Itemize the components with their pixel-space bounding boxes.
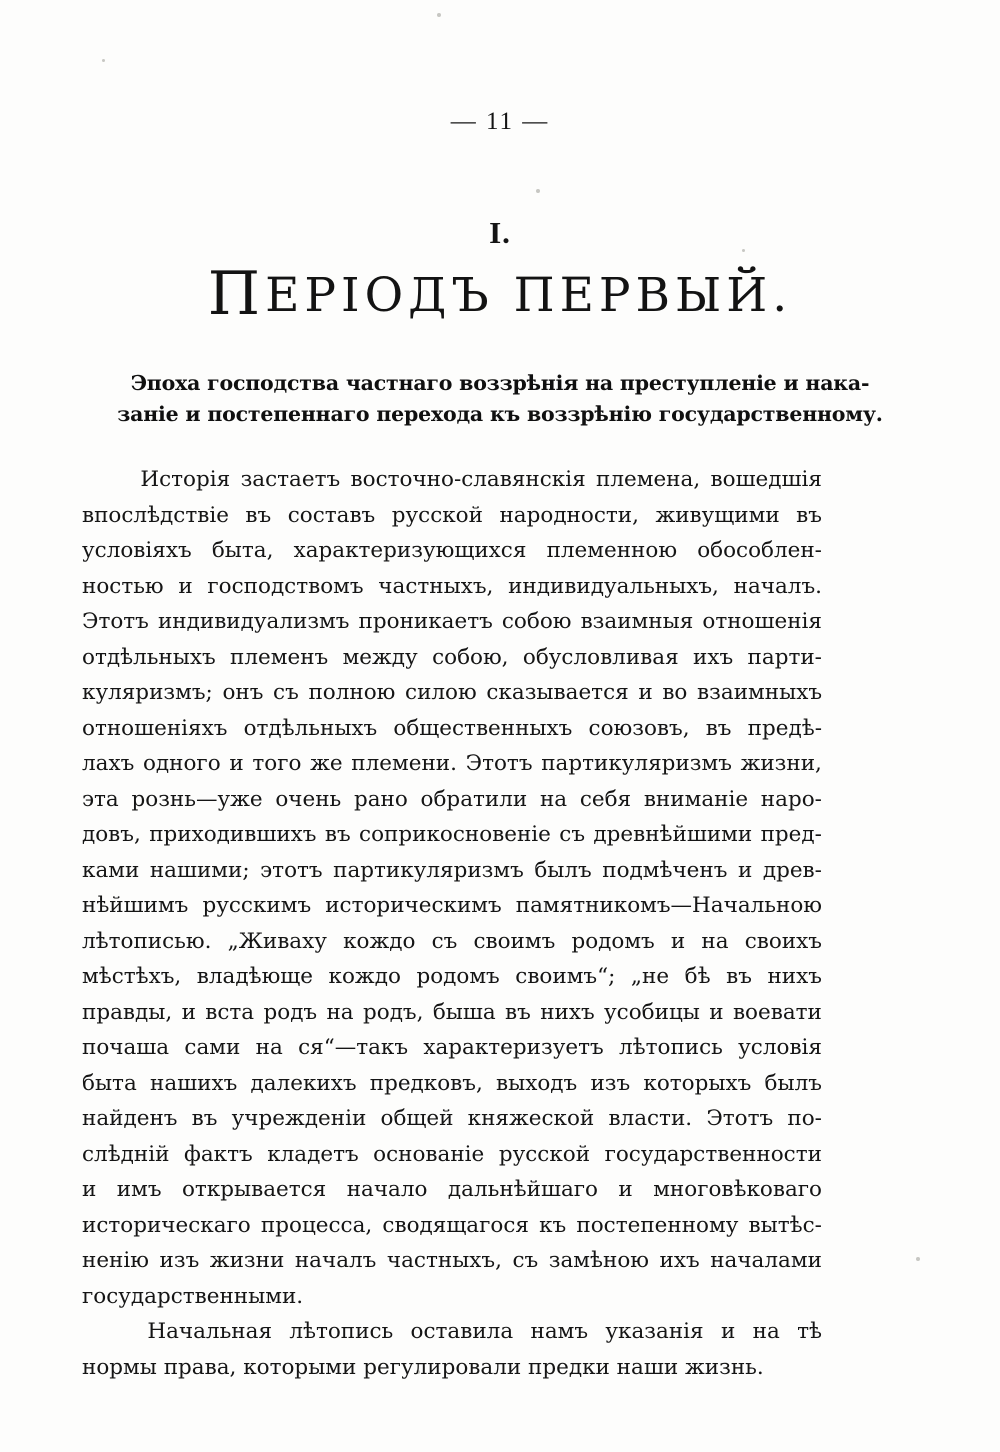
paragraph-1 xyxy=(82,462,822,1314)
text-line: и имъ открывается начало дальнѣйшаго и многовѣковаго xyxy=(82,1177,822,1202)
paper-speck xyxy=(536,189,540,193)
page-number: — 11 — xyxy=(450,108,550,135)
text-line: Исторія застаетъ восточно-славянскія племена, вошедшія xyxy=(140,467,822,492)
text-line: довъ, приходившихъ въ соприкосновеніе съ древнѣйшими пред- xyxy=(82,822,822,847)
text-line: лѣтописью. „Живаху кождо съ своимъ родомъ и на своихъ xyxy=(82,928,822,954)
text-line: Начальная лѣтопись оставила намъ указанія и на тѣ xyxy=(147,1319,822,1344)
text-line: ками нашими; этотъ партикуляризмъ былъ подмѣченъ и древ- xyxy=(82,857,822,883)
page-title xyxy=(0,259,1000,329)
paper-speck xyxy=(916,1257,920,1261)
text-line: правды, и вста родъ на родъ, быша въ нихъ усобицы и воевати xyxy=(82,999,822,1025)
text-line: Этотъ индивидуализмъ проникаетъ собою взаимныя отношенія xyxy=(82,609,822,634)
text-line: историческаго процесса, сводящагося къ постепенному вытѣс- xyxy=(82,1212,822,1238)
text-line: эта рознь—уже очень рано обратили на себя вниманіе наро- xyxy=(82,786,822,812)
body-text xyxy=(82,462,822,1385)
text-line: ненію изъ жизни началъ частныхъ, съ замѣною ихъ началами xyxy=(82,1248,822,1273)
text-line: почаша сами на ся“—такъ характеризуетъ лѣтопись условія xyxy=(82,1035,822,1060)
chapter-number: I. xyxy=(489,215,511,250)
title-rest: ЕРІОДЪ ПЕРВЫЙ. xyxy=(265,268,793,323)
text-line: лахъ одного и того же племени. Этотъ партикуляризмъ жизни, xyxy=(82,751,822,776)
text-line: условіяхъ быта, характеризующихся племенною обособлен- xyxy=(82,538,822,563)
text-line: куляризмъ; онъ съ полною силою сказывается и во взаимныхъ xyxy=(82,680,822,705)
text-line: ностью и господствомъ частныхъ, индивидуальныхъ, началъ. xyxy=(82,573,822,599)
text-line: найденъ въ учрежденіи общей княжеской власти. Этотъ по- xyxy=(82,1106,822,1131)
section-subtitle xyxy=(82,368,918,430)
text-line: нормы права, которыми регулировали предки наши жизнь. xyxy=(82,1354,764,1380)
text-line: мѣстѣхъ, владѣюще кождо родомъ своимъ“; „не бѣ въ нихъ xyxy=(82,964,822,989)
text-line: нѣйшимъ русскимъ историческимъ памятникомъ—Начальною xyxy=(82,893,822,918)
text-line: впослѣдствіе въ составъ русской народности, живущими въ xyxy=(82,502,822,528)
text-line: быта нашихъ далекихъ предковъ, выходъ изъ которыхъ былъ xyxy=(82,1070,822,1096)
paper-speck xyxy=(102,59,105,62)
text-line: отношеніяхъ отдѣльныхъ общественныхъ союзовъ, въ предѣ- xyxy=(82,715,822,741)
subtitle-line-2: заніе и постепеннаго перехода къ воззрѣнію государственному. xyxy=(117,402,883,426)
title-drop-cap: П xyxy=(207,259,266,329)
text-line: отдѣльныхъ племенъ между собою, обусловливая ихъ парти- xyxy=(82,644,822,670)
paragraph-2 xyxy=(82,1314,822,1385)
text-line: слѣдній фактъ кладетъ основаніе русской государственности xyxy=(82,1141,822,1167)
paper-speck xyxy=(437,13,441,17)
subtitle-line-1: Эпоха господства частнаго воззрѣнія на преступленіе и нака- xyxy=(130,371,870,395)
text-line: государственными. xyxy=(82,1283,304,1309)
